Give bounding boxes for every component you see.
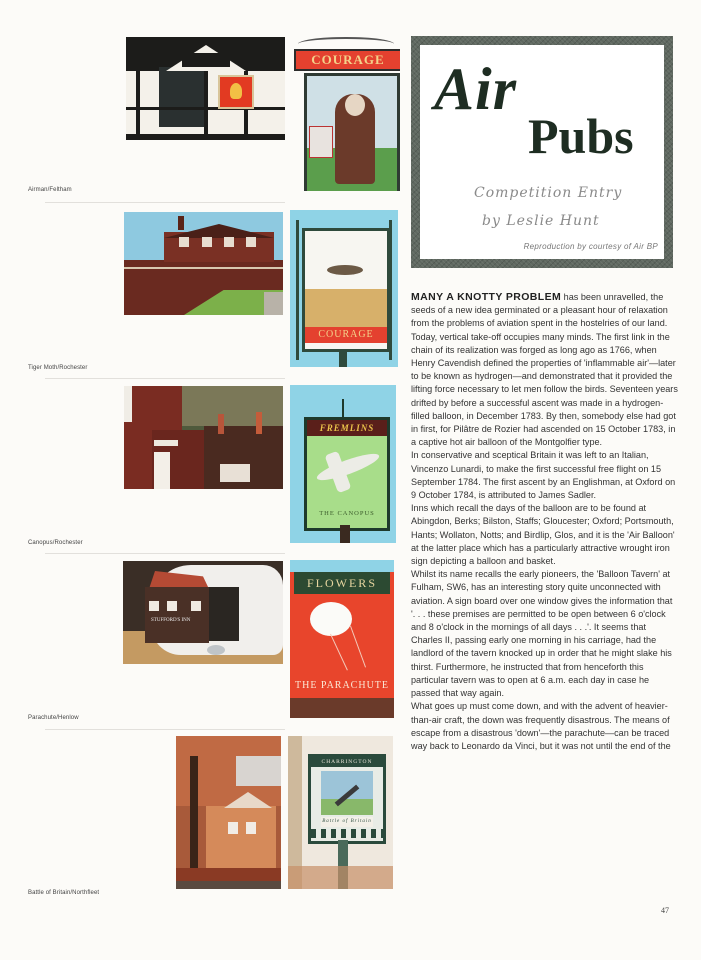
biplane-icon [327, 265, 363, 275]
canopus-pub-photo [124, 386, 283, 489]
article-paragraph-2: Today, vertical take-off occupies many minds. The first link in the chain of its realization was forged as long ago as 1766, when Henry Cavendish defined the properties of 'inflammable air'—later to be known as hydrogen—and demonstrated that it provided the lifting force necessary to let men follow the birds. Seventeen years drifted by before a successful ascent was made in a hydrogen-filled balloon, in December 1783. By then, somebody else had got in first, for Pilâtre de Rozier had ascended on 15 October 1783, in a captive hot air balloon of the Montgolfier type. [411, 331, 678, 448]
reproduction-credit: Reproduction by courtesy of Air BP [523, 242, 658, 251]
title-box [411, 36, 673, 268]
article-text: has been unravelled, the seeds of a new idea germinated or a pleasant hour of relaxation from the problems of aviation spent in the hostelries of our land. [411, 292, 668, 329]
battle-of-britain-pub-photo [176, 736, 281, 889]
sign-brand-text: COURAGE [318, 329, 374, 340]
tiger-moth-pub-photo [124, 212, 283, 315]
article-lead: MANY A KNOTTY PROBLEM [411, 291, 562, 303]
caption-airman-feltham: Airman/Feltham [28, 187, 72, 193]
airman-pub-photo [126, 37, 285, 140]
sign-pub-name: THE PARACHUTE [294, 680, 390, 691]
canopus-label [307, 508, 387, 520]
subtitle-author: by Leslie Hunt [482, 213, 600, 229]
subtitle-competition-entry: Competition Entry [474, 185, 623, 201]
charrington-board [311, 757, 383, 767]
courage-board [305, 327, 387, 343]
title-pubs: Pubs [528, 108, 634, 164]
page-number: 47 [661, 906, 669, 915]
parachute-label [290, 678, 394, 694]
sign-brand-text: COURAGE [311, 52, 385, 67]
sign-pub-name: THE CANOPUS [319, 510, 375, 517]
fremlins-board [307, 420, 387, 436]
article-paragraph-1 [411, 291, 679, 331]
rooster-sign [218, 75, 254, 109]
article-paragraph-5: Whilst its name recalls the early pioneers, the 'Balloon Tavern' at Fulham, SW6, has an interesting story quite unconnected with aviation. A sign board over one window gives the information that '. . . these premises are permitted to be open between 6 o'clock and 8 o'clock in the mornings of all days . . .'. It seems that Charles II, passing early one morning in his carriage, had the landlord of the tavern knocked up in order that he might slake his thirst. Furthermore, he instructed that from henceforth this particular tavern was to open at 6 a.m. each day in case he passed that way again. [411, 569, 673, 699]
article-paragraph-6: What goes up must come down, and with the advent of heavier-than-air craft, the down was frequently disastrous. The means of escape from a disastrous 'down'—the parachute—can be traced way back to Leonardo da Vinci, but it was not until the end of the [411, 701, 671, 751]
article-paragraph-4: Inns which recall the days of the balloon are to be found at Abingdon, Berks; Bilston, Staffs; Gloucester; Oxford; Portsmouth, Hants; Wollaton, Notts; and Birdlip, Glos, and it is the 'Air Balloon' at the latter place which has a particularly attractive wrought iron sign depicting a balloon and basket. [411, 503, 675, 567]
caption-divider [45, 202, 285, 203]
caption-divider [45, 553, 285, 554]
airman-pub-sign [292, 37, 400, 191]
caption-parachute-henlow: Parachute/Henlow [28, 715, 79, 721]
courage-board [294, 49, 400, 71]
airman-figure [335, 94, 375, 184]
caption-divider [45, 378, 285, 379]
parachute-pub-sign [290, 560, 394, 718]
caption-tiger-moth-rochester: Tiger Moth/Rochester [28, 365, 88, 371]
title-air: Air [434, 56, 518, 122]
battle-of-britain-pub-sign [288, 736, 393, 889]
caption-battle-of-britain-northfleet: Battle of Britain/Northfleet [28, 890, 100, 896]
canopus-pub-sign [290, 385, 396, 543]
building-name: STUFFORD'S INN [151, 618, 191, 623]
parachute-pub-photo [123, 561, 283, 664]
article-paragraph-3: In conservative and sceptical Britain it was left to an Italian, Vincenzo Lunardi, to make the first successful free flight on 15 September 1784. The first ascent by an Englishman, at Oxford on 9 October 1784, is attributed to James Sadler. [411, 450, 676, 501]
sign-brand-text: CHARRINGTON [321, 759, 373, 765]
article-body [411, 291, 679, 753]
battle-of-britain-label [321, 817, 373, 827]
caption-divider [45, 729, 285, 730]
flowers-board [294, 572, 390, 594]
tiger-moth-pub-sign [290, 210, 398, 367]
caption-canopus-rochester: Canopus/Rochester [28, 540, 83, 546]
sign-brand-text: FLOWERS [306, 576, 377, 590]
sign-brand-text: FREMLINS [319, 423, 375, 433]
parachute-icon [310, 602, 352, 636]
sign-pub-name: Battle of Britain [322, 819, 372, 824]
